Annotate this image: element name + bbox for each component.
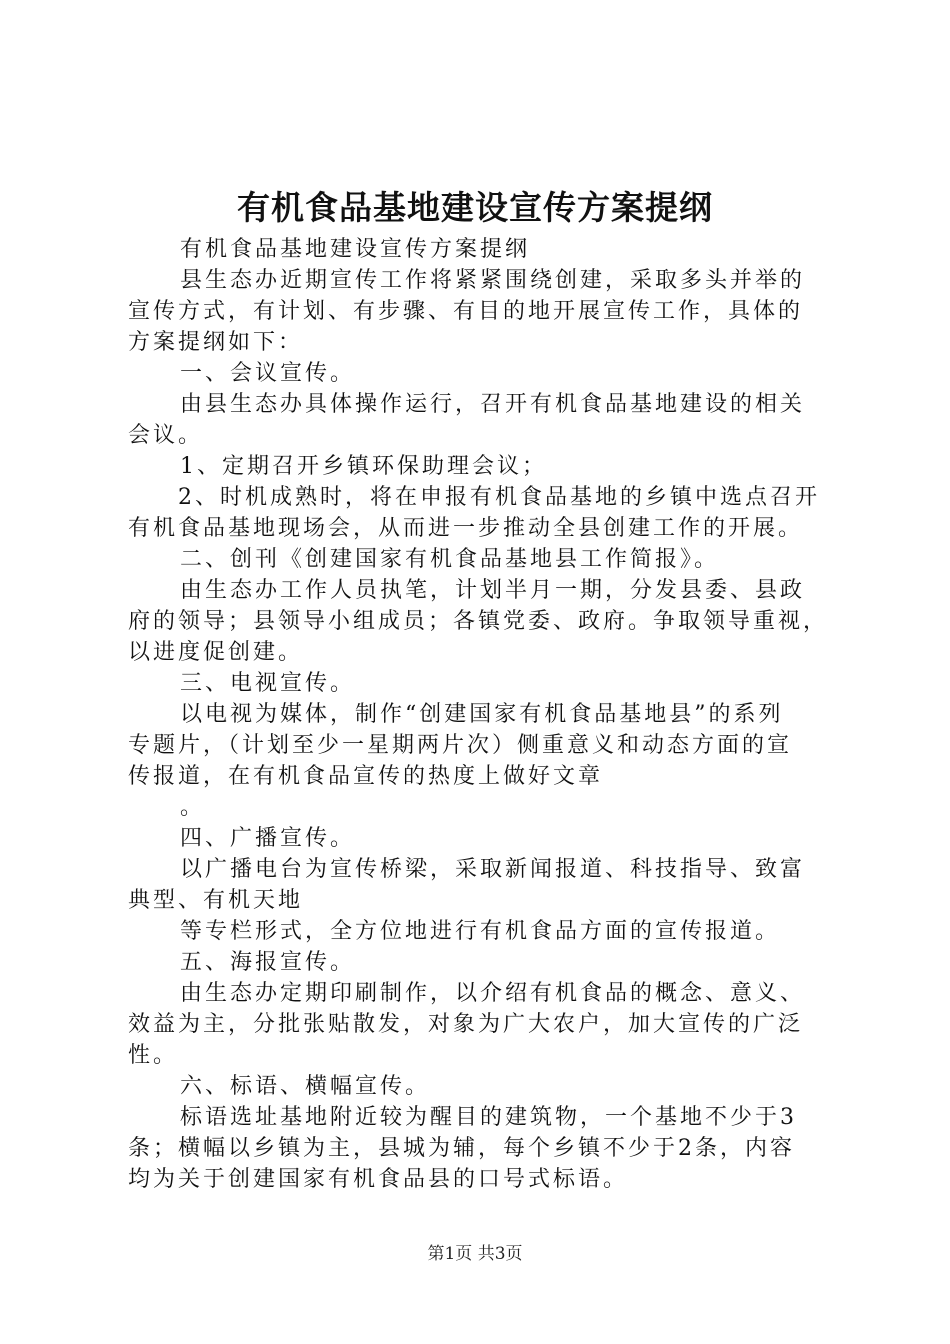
text-line: 以进度促创建。 — [128, 640, 304, 665]
text-line: 传报道，在有机食品宣传的热度上做好文章 — [128, 764, 604, 789]
section-heading-6: 六、标语、横幅宣传。 — [180, 1074, 431, 1099]
section-heading-2: 二、创刊《创建国家有机食品基地县工作简报》。 — [180, 547, 720, 572]
text-line: 以电视为媒体，制作“创建国家有机食品基地县”的系列 — [180, 702, 784, 727]
section-heading-5: 五、海报宣传。 — [180, 950, 356, 975]
list-item-1: 1、定期召开乡镇环保助理会议； — [180, 454, 547, 479]
text-line: 等专栏形式，全方位地进行有机食品方面的宣传报道。 — [180, 919, 781, 944]
text-line: 典型、有机天地 — [128, 888, 304, 913]
text-line: 均为关于创建国家有机食品县的口号式标语。 — [128, 1167, 629, 1192]
text-line: 标语选址基地附近较为醒目的建筑物，一个基地不少于3 — [180, 1105, 797, 1130]
text-line: 以广播电台为宣传桥梁，采取新闻报道、科技指导、致富 — [180, 857, 806, 882]
list-item-2: 2、时机成熟时，将在申报有机食品基地的乡镇中选点召开 — [178, 485, 820, 510]
text-line: 性。 — [128, 1043, 179, 1068]
text-line: 由生态办定期印刷制作，以介绍有机食品的概念、意义、 — [180, 981, 806, 1006]
section-heading-3: 三、电视宣传。 — [180, 671, 356, 696]
section-heading-1: 一、会议宣传。 — [180, 361, 356, 386]
text-line: 效益为主，分批张贴散发，对象为广大农户，加大宣传的广泛 — [128, 1012, 804, 1037]
document-body — [128, 234, 838, 1195]
text-line: 条；横幅以乡镇为主，县城为辅，每个乡镇不少于2条，内容 — [128, 1136, 795, 1161]
page-footer: 第1页 共3页 — [427, 1244, 523, 1264]
text-line: 方案提纲如下： — [128, 330, 304, 355]
text-line: 由县生态办具体操作运行，召开有机食品基地建设的相关 — [180, 392, 806, 417]
text-line: 。 — [180, 795, 206, 820]
text-line-subtitle: 有机食品基地建设宣传方案提纲 — [180, 237, 531, 262]
text-line: 有机食品基地现场会，从而进一步推动全县创建工作的开展。 — [128, 516, 804, 541]
text-line: 宣传方式，有计划、有步骤、有目的地开展宣传工作，具体的 — [128, 299, 804, 324]
section-heading-4: 四、广播宣传。 — [180, 826, 356, 851]
text-line: 由生态办工作人员执笔，计划半月一期，分发县委、县政 — [180, 578, 806, 603]
text-line: 专题片，（计划至少一星期两片次）侧重意义和动态方面的宣 — [128, 733, 793, 758]
text-line: 县生态办近期宣传工作将紧紧围绕创建，采取多头并举的 — [180, 268, 806, 293]
document-title: 有机食品基地建设宣传方案提纲 — [237, 188, 713, 227]
text-line: 府的领导；县领导小组成员；各镇党委、政府。争取领导重视， — [128, 609, 829, 634]
text-line: 会议。 — [128, 423, 204, 448]
